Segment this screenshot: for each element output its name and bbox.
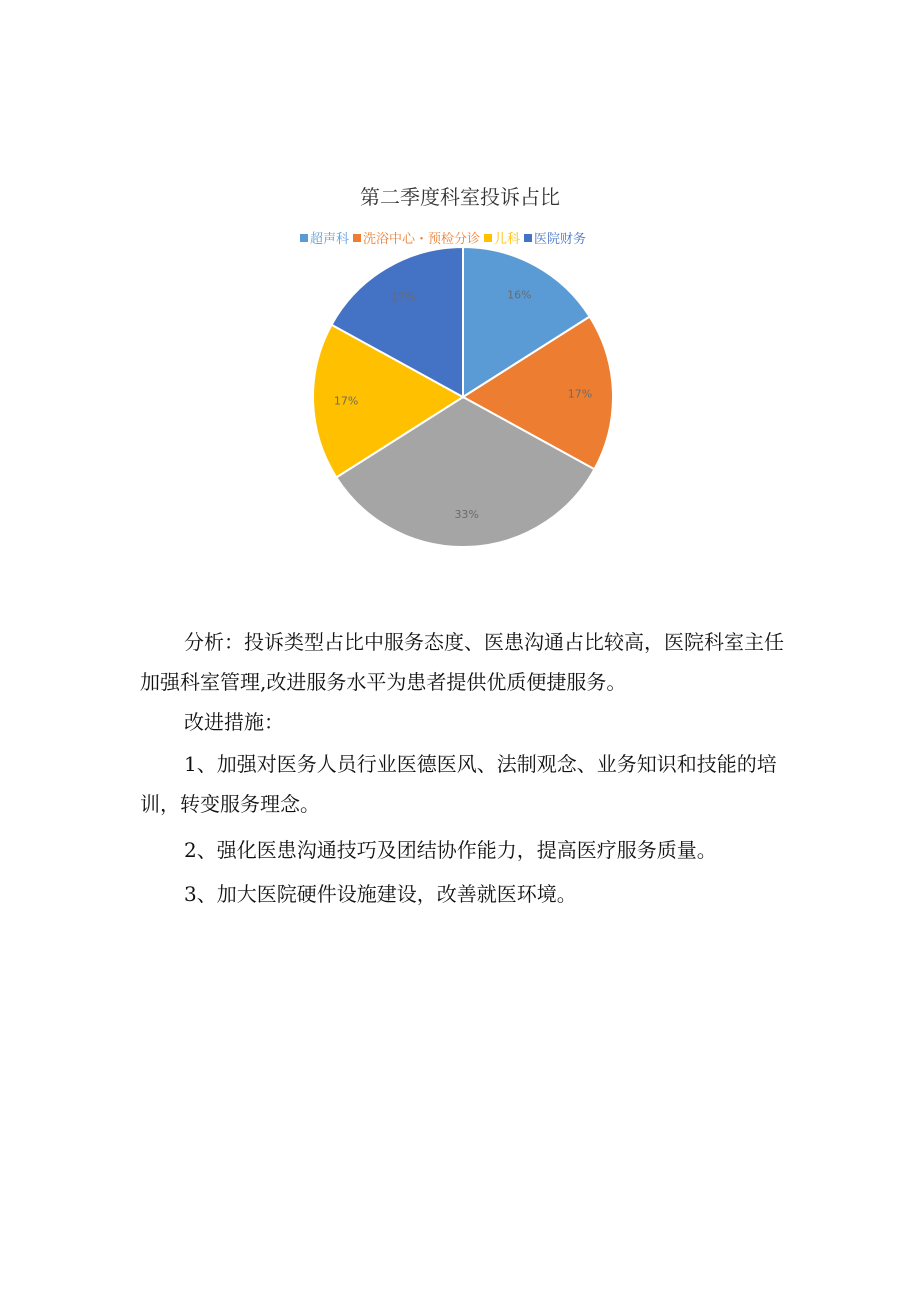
legend-label: 医院财务	[534, 232, 587, 247]
document-body	[140, 622, 800, 702]
pie-chart	[0, 0, 920, 560]
legend-label: 洗浴中心・预检分诊	[363, 232, 481, 247]
slice-value-label-2: 17%	[567, 387, 593, 401]
measure-item-2: 2、强化医患沟通技巧及团结协作能力，提高医疗服务质量。	[184, 838, 717, 862]
slice-value-label-5: 17%	[391, 290, 416, 304]
legend-label: 超声科	[310, 232, 350, 247]
pie-svg	[0, 0, 920, 560]
chart-title: 第二季度科室投诉占比	[360, 185, 560, 209]
measure-item-1: 1、加强对医务人员行业医德医风、法制观念、业务知识和技能的培训，转变服务理念。	[140, 752, 777, 816]
slice-value-label-1: 16%	[507, 288, 532, 302]
measures-heading: 改进措施：	[184, 710, 284, 734]
slice-value-label-4: 17%	[333, 394, 359, 408]
analysis-paragraph: 分析：投诉类型占比中服务态度、医患沟通占比较高，医院科室主任加强科室管理,改进服务水平为患者提供优质便捷服务。	[140, 630, 784, 694]
legend-label: 儿科	[494, 232, 521, 247]
slice-value-label-3: 33%	[454, 507, 479, 521]
measures-section	[140, 702, 800, 914]
measure-item-3: 3、加大医院硬件设施建设，改善就医环境。	[184, 882, 577, 906]
